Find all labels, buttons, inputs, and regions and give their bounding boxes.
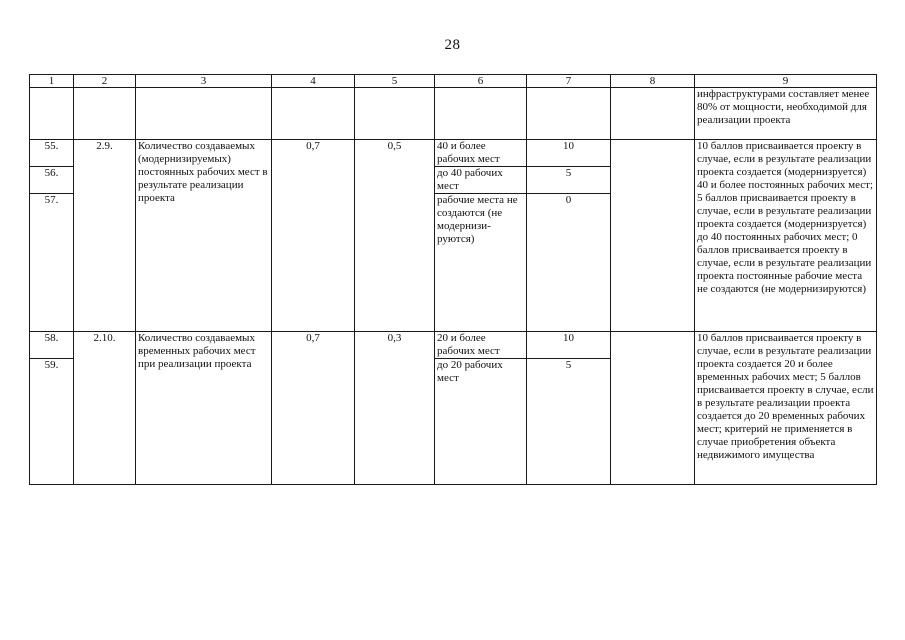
condition-cell: 20 и более рабочих мест [435, 332, 527, 359]
row-number: 57. [30, 194, 74, 332]
score-cell: 10 [527, 140, 611, 167]
col-header-5: 5 [355, 75, 435, 88]
criterion-description: 10 баллов присваивается проекту в случае, если в результате реализации проекта создается 20 и более временных рабочих мест; 5 баллов присваивается проекту в случае, если в результате реализации проекта создается до 20 временных рабочих мест; критерий не применяется в случае приобретения объекта недвижимого имущества [695, 332, 877, 485]
header-row [30, 75, 877, 88]
col-header-3: 3 [136, 75, 272, 88]
criteria-table [29, 74, 877, 485]
row-number: 58. [30, 332, 74, 359]
condition-cell: до 40 рабочих мест [435, 167, 527, 194]
score-cell: 5 [527, 167, 611, 194]
col-header-4: 4 [272, 75, 355, 88]
table-cell [272, 88, 355, 140]
table-cell [527, 88, 611, 140]
criterion-description: 10 баллов присваивается проекту в случае, если в результате реализации проекта создается (модернизруется) 40 и более постоянных рабочих мест; 5 баллов присваивается проекту в случае, если в результате реализации проекта создается (модернизруется) до 40 постоянных рабочих мест; 0 баллов присваивается проекту в случае, если в результате реализации проекта постоянные рабочие места не создаются (не модернизируются) [695, 140, 877, 332]
table-cell [30, 88, 74, 140]
col-header-7: 7 [527, 75, 611, 88]
col-header-6: 6 [435, 75, 527, 88]
col-header-9: 9 [695, 75, 877, 88]
row-number: 59. [30, 359, 74, 485]
table-cell [136, 88, 272, 140]
criterion-col5: 0,5 [355, 140, 435, 332]
col-header-8: 8 [611, 75, 695, 88]
table-cell [611, 332, 695, 485]
continuation-row [30, 88, 877, 140]
table-cell [74, 88, 136, 140]
table-cell [611, 88, 695, 140]
criterion-name: Количество создаваемых (модернизируемых) постоянных рабочих мест в результате реализации проекта [136, 140, 272, 332]
table-cell [355, 88, 435, 140]
table-row [30, 332, 877, 359]
condition-cell: 40 и более рабочих мест [435, 140, 527, 167]
table-cell [435, 88, 527, 140]
criterion-name: Количество создаваемых временных рабочих мест при реализации проекта [136, 332, 272, 485]
col-header-2: 2 [74, 75, 136, 88]
score-cell: 5 [527, 359, 611, 485]
table-row [30, 140, 877, 167]
condition-cell: до 20 рабочих мест [435, 359, 527, 485]
table-cell [611, 140, 695, 332]
score-cell: 0 [527, 194, 611, 332]
row-number: 55. [30, 140, 74, 167]
continuation-description: инфраструктурами составляет менее 80% от мощности, необходимой для реализации проекта [695, 88, 877, 140]
score-cell: 10 [527, 332, 611, 359]
col-header-1: 1 [30, 75, 74, 88]
condition-cell: рабочие места не создаются (не модернизи-руются) [435, 194, 527, 332]
criterion-col4: 0,7 [272, 140, 355, 332]
criterion-code: 2.9. [74, 140, 136, 332]
row-number: 56. [30, 167, 74, 194]
criterion-code: 2.10. [74, 332, 136, 485]
criterion-col4: 0,7 [272, 332, 355, 485]
criterion-col5: 0,3 [355, 332, 435, 485]
page-number: 28 [444, 37, 461, 53]
